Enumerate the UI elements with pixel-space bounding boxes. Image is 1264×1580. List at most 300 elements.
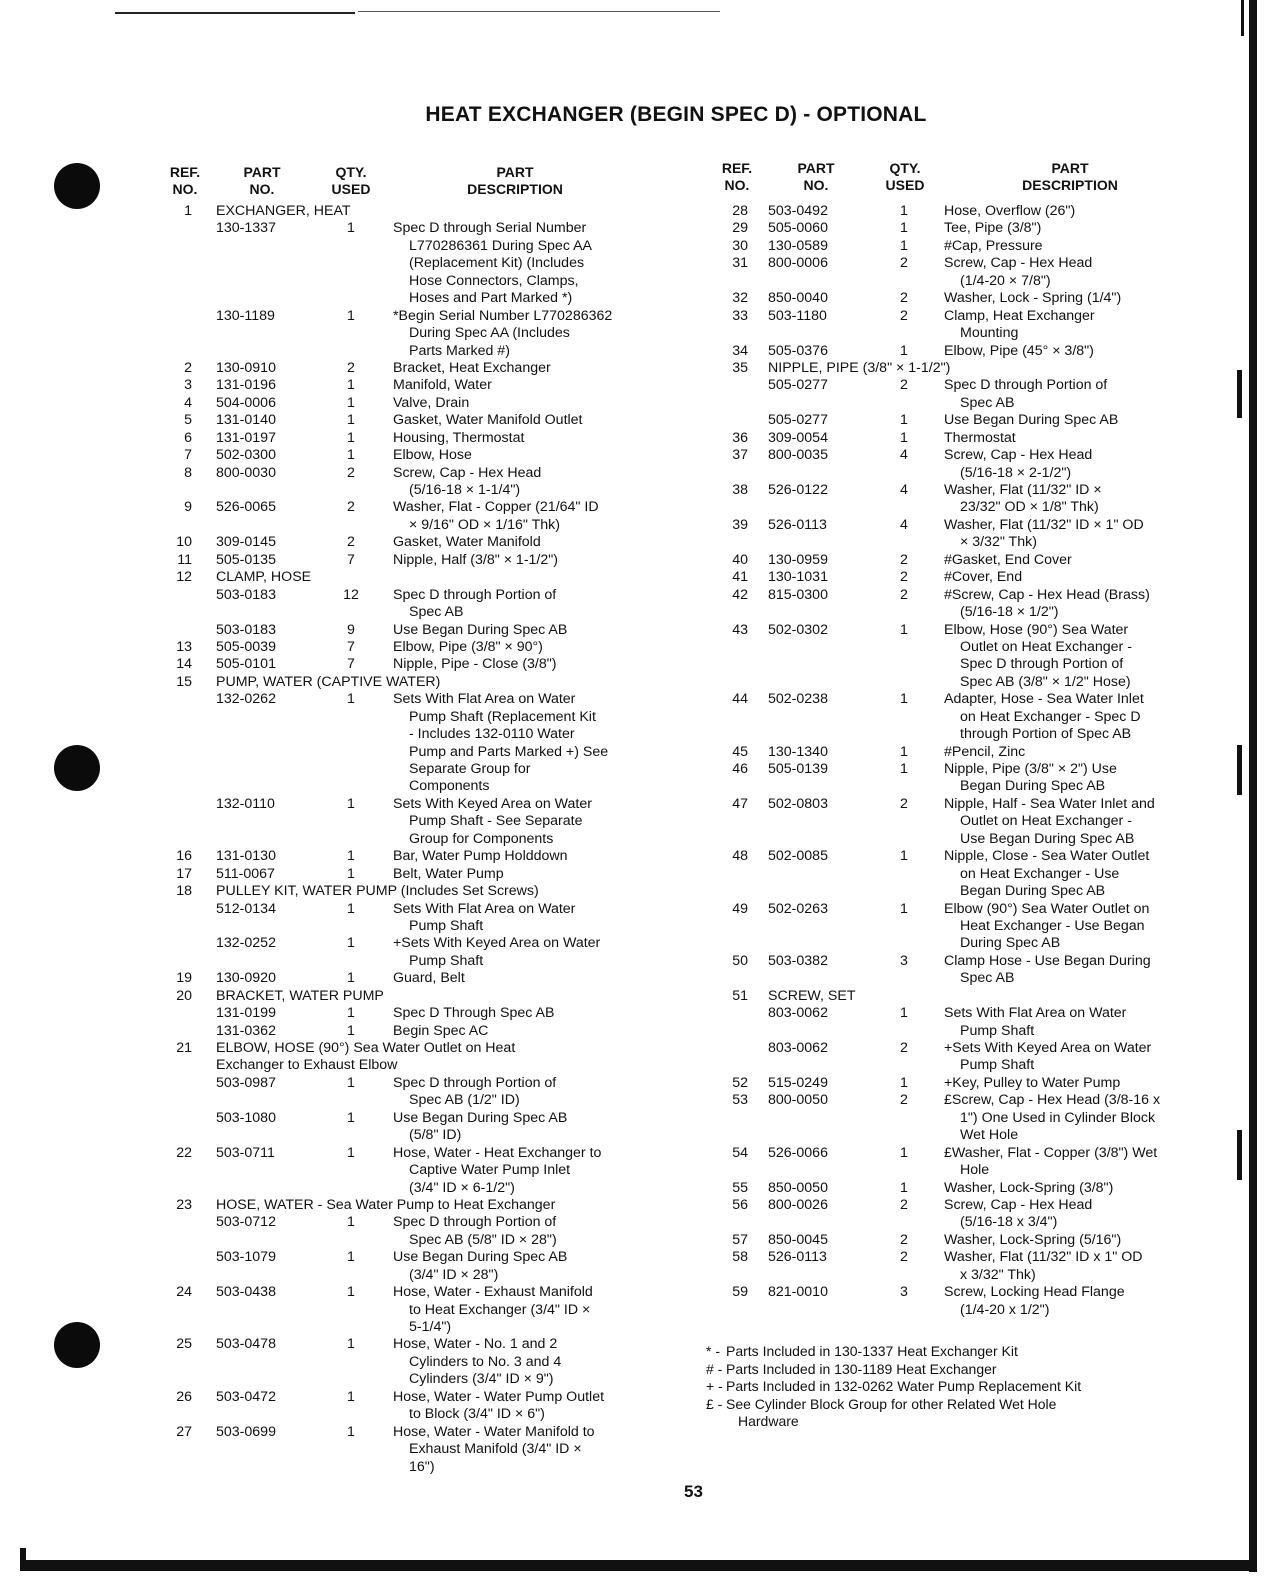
part-description: Housing, Thermostat (393, 429, 525, 446)
qty-used: 1 (347, 412, 355, 429)
part-description: Spec AB (960, 394, 1015, 411)
footnote-text: See Cylinder Block Group for other Related Wet Hole (726, 1395, 1057, 1412)
part-no: 505-0135 (216, 551, 276, 568)
parts-row (160, 935, 680, 952)
part-description: Gasket, Water Manifold (393, 534, 541, 551)
parts-row (160, 1075, 680, 1092)
part-description: 23/32" OD × 1/8" Thk) (960, 499, 1099, 516)
parts-row (160, 360, 680, 377)
part-no: NIPPLE, PIPE (3/8" × 1-1/2") (768, 359, 951, 376)
parts-row (712, 1127, 1237, 1144)
ref-no: 8 (184, 464, 192, 481)
part-description: Elbow, Hose (90°) Sea Water (944, 621, 1129, 638)
part-description: Use Began During Spec AB (944, 412, 1119, 429)
part-no: 800-0006 (768, 255, 828, 272)
part-description: Hose, Water - Water Manifold to (393, 1423, 595, 1440)
part-description: Group for Components (409, 830, 554, 847)
part-no: 130-1031 (768, 569, 828, 586)
parts-row (160, 1040, 680, 1057)
part-no: 505-0376 (768, 342, 828, 359)
part-description: × 9/16" OD × 1/16" Thk) (409, 516, 560, 533)
parts-row (160, 465, 680, 482)
qty-used: 2 (900, 1092, 908, 1109)
ref-no: 6 (184, 429, 192, 446)
part-no: 505-0277 (768, 412, 828, 429)
parts-row (712, 465, 1237, 482)
part-no: 803-0062 (768, 1005, 828, 1022)
qty-used: 2 (900, 1249, 908, 1266)
part-description: Pump Shaft (409, 952, 484, 969)
part-description: Outlet on Heat Exchanger - (960, 638, 1132, 655)
parts-row (712, 778, 1237, 795)
parts-row (160, 1284, 680, 1301)
part-description: Screw, Cap - Hex Head (944, 447, 1093, 464)
parts-row (712, 1214, 1237, 1231)
part-description: Spec D through Portion of (960, 656, 1124, 673)
qty-used: 1 (347, 848, 355, 865)
qty-used: 4 (900, 482, 908, 498)
parts-row (712, 360, 1237, 377)
parts-row (712, 482, 1237, 499)
qty-used: 1 (347, 394, 355, 411)
part-description: Screw, Cap - Hex Head (944, 255, 1093, 272)
parts-list-right (712, 203, 1237, 1319)
part-no: 503-0711 (216, 1144, 275, 1161)
ref-no: 29 (732, 220, 748, 237)
part-no: 505-0039 (216, 638, 276, 655)
parts-row (712, 587, 1237, 604)
part-no: 821-0010 (768, 1284, 828, 1301)
parts-row (712, 848, 1237, 865)
part-no: 130-1189 (216, 307, 275, 324)
parts-row (160, 639, 680, 656)
parts-row (160, 1110, 680, 1127)
part-no: 526-0066 (768, 1144, 828, 1161)
qty-used: 1 (900, 621, 908, 638)
part-no: ELBOW, HOSE (90°) Sea Water Outlet on Heat (216, 1040, 516, 1056)
parts-row (160, 901, 680, 918)
part-description: Outlet on Heat Exchanger - (960, 813, 1132, 830)
part-description: (5/16-18 × 1-1/4") (409, 482, 521, 498)
part-no: 505-0139 (768, 761, 828, 777)
qty-used: 1 (900, 743, 908, 760)
part-description: Heat Exchanger - Use Began (960, 917, 1145, 934)
parts-row (712, 1092, 1237, 1109)
ref-no: 24 (176, 1284, 192, 1301)
part-description: (5/8" ID) (409, 1127, 462, 1144)
parts-row (160, 1232, 680, 1249)
parts-row (160, 813, 680, 830)
part-description: Elbow (90°) Sea Water Outlet on (944, 900, 1150, 917)
part-description: Hose, Overflow (26") (944, 203, 1076, 219)
parts-row (160, 778, 680, 795)
part-description: (3/4" ID × 28") (409, 1266, 499, 1283)
parts-row (712, 220, 1237, 237)
parts-row (160, 622, 680, 639)
parts-row (712, 395, 1237, 412)
ref-no: 58 (732, 1249, 748, 1266)
qty-used: 2 (900, 377, 908, 394)
part-description: Use Began During Spec AB (393, 621, 568, 638)
part-description: Spec AB (5/8" ID × 28") (409, 1231, 557, 1248)
parts-row (160, 1005, 680, 1022)
qty-used: 1 (900, 848, 908, 865)
part-description: Pump Shaft - See Separate (409, 813, 583, 830)
parts-row (160, 691, 680, 708)
parts-row (160, 1336, 680, 1353)
part-description: Clamp Hose - Use Began During (944, 952, 1151, 969)
parts-row (160, 308, 680, 325)
parts-row (712, 709, 1237, 726)
part-description: Guard, Belt (393, 970, 465, 987)
part-no: 800-0050 (768, 1092, 828, 1109)
part-description: 5-1/4") (409, 1319, 452, 1335)
part-no: PULLEY KIT, WATER PUMP (Includes Set Screws) (216, 883, 539, 900)
parts-row (712, 674, 1237, 691)
parts-row (160, 970, 680, 987)
part-no: 130-0959 (768, 551, 828, 568)
part-description: Mounting (960, 325, 1019, 342)
part-description: Screw, Cap - Hex Head (944, 1196, 1093, 1213)
part-description: Use Began During Spec AB (393, 1109, 568, 1126)
part-description: Pump Shaft (960, 1057, 1035, 1074)
part-description: Elbow, Pipe (45° × 3/8") (944, 342, 1094, 359)
qty-used: 2 (900, 1231, 908, 1248)
qty-used: 1 (347, 1214, 355, 1231)
header-ref: REF. NO. (169, 164, 201, 197)
ref-no: 23 (176, 1196, 192, 1213)
part-no: 512-0134 (216, 900, 276, 917)
parts-row (712, 1284, 1237, 1301)
ref-no: 51 (732, 987, 748, 1004)
part-description: Began During Spec AB (960, 883, 1106, 900)
frame-right-border (1249, 0, 1257, 1572)
parts-row (712, 430, 1237, 447)
part-description: Spec D through Portion of (393, 1214, 557, 1231)
part-description: Spec AB (3/8" × 1/2" Hose) (960, 673, 1131, 690)
ref-no: 11 (177, 551, 192, 568)
parts-row (712, 1249, 1237, 1266)
qty-used: 2 (347, 359, 355, 376)
qty-used: 1 (347, 1144, 355, 1161)
part-no: 503-1080 (216, 1109, 276, 1126)
qty-used: 1 (347, 220, 355, 237)
parts-row (160, 1319, 680, 1336)
part-description: (5/16-18 x 3/4") (960, 1214, 1058, 1231)
footnote-text: Parts Included in 130-1337 Heat Exchanger Kit (726, 1343, 1018, 1359)
qty-used: 1 (900, 237, 908, 254)
parts-row (160, 534, 680, 551)
qty-used: 2 (347, 534, 355, 551)
parts-row (160, 831, 680, 848)
part-description: Spec D through Portion of (393, 1074, 557, 1091)
ref-no: 5 (184, 412, 192, 429)
part-description: Elbow, Hose (393, 447, 472, 464)
part-description: Spec D Through Spec AB (393, 1005, 555, 1022)
parts-row (160, 1057, 680, 1074)
part-no: 502-0085 (768, 848, 828, 865)
part-description: #Cover, End (944, 569, 1023, 586)
edge-mark (1237, 370, 1242, 418)
ref-no: 31 (732, 255, 748, 272)
parts-row (160, 290, 680, 307)
parts-row (160, 1302, 680, 1319)
part-no: 505-0277 (768, 377, 828, 394)
part-no: 132-0110 (216, 795, 275, 812)
part-description: Spec AB (960, 970, 1015, 987)
part-no: 130-1337 (216, 220, 276, 237)
part-description: to Heat Exchanger (3/4" ID × (409, 1301, 591, 1318)
edge-mark (1237, 745, 1242, 795)
parts-row (160, 1127, 680, 1144)
part-no: 526-0113 (768, 516, 827, 533)
qty-used: 1 (347, 1336, 355, 1353)
part-no: 502-0302 (768, 621, 828, 638)
ref-no: 22 (176, 1144, 192, 1161)
ref-no: 40 (732, 551, 748, 568)
qty-used: 1 (900, 1074, 908, 1091)
ref-no: 41 (732, 569, 748, 586)
part-no: 130-1340 (768, 743, 828, 760)
parts-row (160, 482, 680, 499)
part-description: on Heat Exchanger - Use (960, 865, 1120, 882)
qty-used: 1 (347, 900, 355, 917)
part-no: EXCHANGER, HEAT (216, 203, 351, 219)
part-no: 511-0067 (216, 865, 275, 882)
parts-row (712, 412, 1237, 429)
qty-used: 2 (900, 551, 908, 568)
part-description: Hose, Water - No. 1 and 2 (393, 1336, 558, 1353)
ref-no: 13 (176, 638, 192, 655)
ref-no: 50 (732, 952, 748, 969)
header-part-no: PART NO. (243, 164, 281, 197)
footnote-symbol: # - (706, 1360, 723, 1377)
part-no: 503-0492 (768, 203, 828, 219)
part-no: 503-0472 (216, 1388, 276, 1405)
part-description: Thermostat (944, 429, 1016, 446)
parts-row (160, 273, 680, 290)
qty-used: 1 (900, 900, 908, 917)
parts-row (712, 953, 1237, 970)
parts-row (712, 813, 1237, 830)
parts-row (160, 569, 680, 586)
top-rule-left (115, 12, 355, 14)
part-no: 502-0263 (768, 900, 828, 917)
part-no: 131-0196 (216, 377, 276, 394)
part-description: Hose, Water - Heat Exchanger to (393, 1144, 602, 1161)
parts-row (712, 988, 1237, 1005)
part-description: Nipple, Pipe - Close (3/8") (393, 656, 557, 673)
qty-used: 1 (900, 691, 908, 708)
parts-row (712, 1145, 1237, 1162)
parts-row (160, 1180, 680, 1197)
part-no: 503-0478 (216, 1336, 276, 1353)
parts-row (712, 447, 1237, 464)
part-no: 132-0252 (216, 935, 276, 952)
qty-used: 7 (347, 551, 355, 568)
part-description: (1/4-20 x 1/2") (960, 1301, 1050, 1318)
part-description: Screw, Cap - Hex Head (393, 464, 542, 481)
ref-no: 21 (176, 1040, 192, 1056)
qty-used: 1 (347, 1284, 355, 1301)
qty-used: 1 (347, 865, 355, 882)
part-no: 526-0065 (216, 499, 276, 516)
parts-row (712, 1023, 1237, 1040)
parts-row (712, 238, 1237, 255)
qty-used: 1 (900, 1179, 908, 1196)
ref-no: 30 (732, 237, 748, 254)
parts-row (712, 255, 1237, 272)
part-description: Bracket, Heat Exchanger (393, 359, 551, 376)
part-no: 309-0145 (216, 534, 276, 551)
part-description: Adapter, Hose - Sea Water Inlet (944, 691, 1144, 708)
ref-no: 27 (176, 1423, 192, 1440)
part-no: 131-0199 (216, 1005, 276, 1022)
parts-row (712, 273, 1237, 290)
parts-row (160, 953, 680, 970)
part-description: (1/4-20 × 7/8") (960, 272, 1051, 289)
part-no: SCREW, SET (768, 987, 856, 1004)
part-description: (5/16-18 × 1/2") (960, 604, 1059, 621)
part-no: 503-0987 (216, 1074, 276, 1091)
part-description: Elbow, Pipe (3/8" × 90°) (393, 638, 543, 655)
part-no: 503-1180 (768, 307, 827, 324)
part-description: Washer, Flat (11/32" ID × 1" OD (944, 516, 1144, 533)
ref-no: 52 (732, 1074, 748, 1091)
footnote-symbol: £ - (706, 1395, 723, 1412)
part-description: Washer, Lock-Spring (3/8") (944, 1179, 1114, 1196)
parts-row (160, 744, 680, 761)
ref-no: 28 (732, 203, 748, 219)
parts-row (712, 1197, 1237, 1214)
parts-row (712, 1180, 1237, 1197)
parts-row (160, 866, 680, 883)
frame-left-corner (20, 1548, 26, 1568)
part-description: Washer, Lock - Spring (1/4") (944, 290, 1122, 307)
part-description: #Screw, Cap - Hex Head (Brass) (944, 586, 1150, 603)
part-description: #Cap, Pressure (944, 237, 1043, 254)
ref-no: 47 (732, 795, 748, 812)
frame-bottom-border (20, 1560, 1257, 1571)
parts-row (712, 761, 1237, 778)
part-description: × 3/32" Thk) (960, 534, 1037, 551)
ref-no: 48 (732, 848, 748, 865)
parts-row (712, 639, 1237, 656)
edge-mark (1237, 1130, 1242, 1180)
part-description: Spec D through Serial Number (393, 220, 587, 237)
part-description: Spec AB (409, 604, 464, 621)
part-description: Wet Hole (960, 1127, 1019, 1144)
part-description: Sets With Flat Area on Water (944, 1005, 1127, 1022)
parts-row (712, 1040, 1237, 1057)
parts-row (160, 1441, 680, 1458)
part-description: Exhaust Manifold (3/4" ID × (409, 1441, 582, 1458)
part-no: CLAMP, HOSE (216, 569, 312, 586)
qty-used: 2 (900, 290, 908, 307)
parts-row (160, 1214, 680, 1231)
ref-no: 39 (732, 516, 748, 533)
part-description: Nipple, Half - Sea Water Inlet and (944, 795, 1155, 812)
qty-used: 1 (900, 1005, 908, 1022)
parts-row (712, 203, 1237, 220)
part-no: 850-0045 (768, 1231, 828, 1248)
part-no: 815-0300 (768, 586, 828, 603)
part-description: Washer, Flat (11/32" ID x 1" OD (944, 1249, 1143, 1266)
parts-row (712, 796, 1237, 813)
part-description: During Spec AB (960, 935, 1061, 952)
qty-used: 2 (900, 569, 908, 586)
header-part-no: PART NO. (797, 160, 835, 193)
part-no: 502-0300 (216, 447, 276, 464)
part-description: Pump Shaft (960, 1022, 1035, 1039)
parts-row (160, 674, 680, 691)
parts-row (712, 499, 1237, 516)
part-no: 503-0712 (216, 1214, 276, 1231)
qty-used: 1 (900, 203, 908, 219)
ref-no: 15 (176, 673, 192, 690)
part-description: #Gasket, End Cover (944, 551, 1072, 568)
parts-row (160, 1249, 680, 1266)
parts-row (712, 918, 1237, 935)
parts-row (160, 918, 680, 935)
part-description: Nipple, Close - Sea Water Outlet (944, 848, 1150, 865)
qty-used: 1 (900, 429, 908, 446)
footnote-symbol: * - (706, 1343, 720, 1359)
part-description: Nipple, Half (3/8" × 1-1/2") (393, 551, 559, 568)
ref-no: 55 (732, 1179, 748, 1196)
qty-used: 12 (343, 586, 359, 603)
part-description: Bar, Water Pump Holddown (393, 848, 568, 865)
parts-row (712, 935, 1237, 952)
parts-row (712, 325, 1237, 342)
parts-row (712, 1267, 1237, 1284)
part-description: Hose, Water - Water Pump Outlet (393, 1388, 605, 1405)
header-ref: REF. NO. (721, 160, 753, 193)
parts-row (160, 1197, 680, 1214)
ref-no: 54 (732, 1144, 748, 1161)
qty-used: 1 (347, 1388, 355, 1405)
part-description: Pump and Parts Marked +) See (409, 743, 609, 760)
part-description: Components (409, 778, 490, 795)
part-no: HOSE, WATER - Sea Water Pump to Heat Exchanger (216, 1196, 556, 1213)
ref-no: 35 (732, 359, 748, 376)
parts-row (712, 691, 1237, 708)
qty-used: 1 (347, 795, 355, 812)
ref-no: 44 (732, 691, 748, 708)
qty-used: 1 (347, 377, 355, 394)
part-no: 131-0140 (216, 412, 276, 429)
ref-no: 59 (732, 1284, 748, 1301)
parts-row (712, 1075, 1237, 1092)
parts-row (160, 1092, 680, 1109)
part-description: Sets With Flat Area on Water (393, 691, 576, 708)
part-description: on Heat Exchanger - Spec D (960, 708, 1141, 725)
parts-row (712, 290, 1237, 307)
ref-no: 3 (184, 377, 192, 394)
part-no: 131-0197 (216, 429, 276, 446)
part-description: - Includes 132-0110 Water (409, 726, 575, 743)
qty-used: 2 (900, 255, 908, 272)
part-description: Belt, Water Pump (393, 865, 504, 882)
part-no: 503-0183 (216, 621, 276, 638)
ref-no: 42 (732, 586, 748, 603)
part-description: +Sets With Keyed Area on Water (393, 935, 601, 952)
ref-no: 12 (176, 569, 192, 586)
ref-no: 10 (176, 534, 192, 551)
qty-used: 2 (900, 1040, 908, 1056)
parts-row (160, 587, 680, 604)
parts-row (712, 970, 1237, 987)
